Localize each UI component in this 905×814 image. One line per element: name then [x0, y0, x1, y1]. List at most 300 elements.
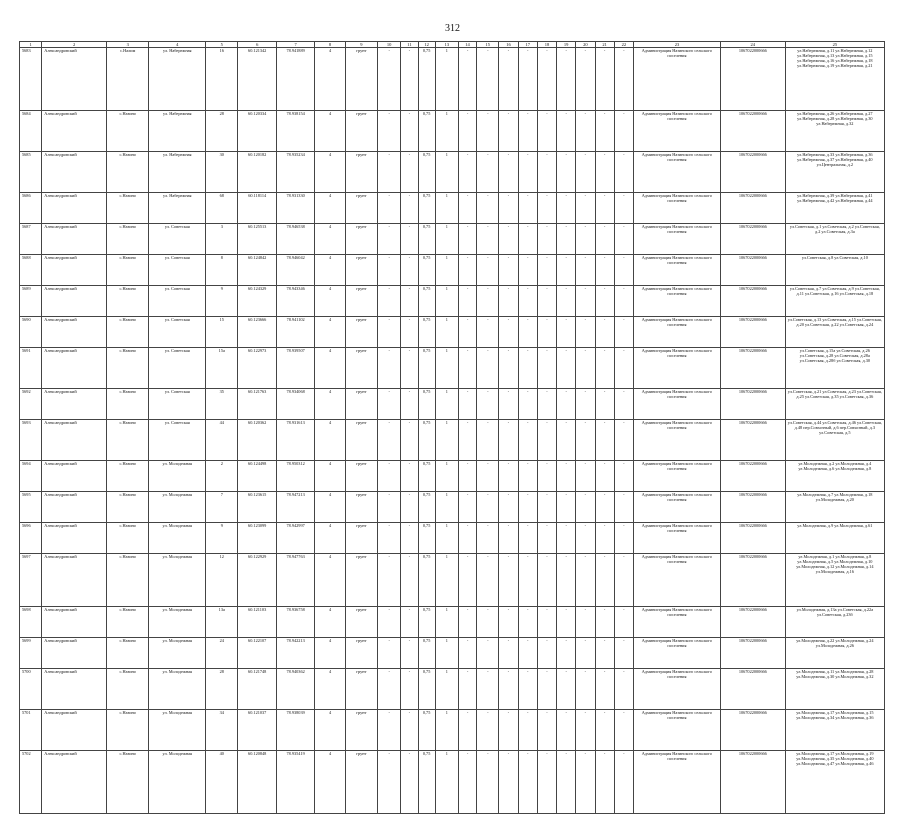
table-cell: - — [614, 461, 633, 492]
column-header: 7 — [276, 42, 314, 48]
table-cell: - — [595, 348, 614, 389]
village-cell: с.Назино — [106, 224, 148, 255]
table-cell: 4 — [315, 286, 345, 317]
table-cell: - — [378, 669, 401, 710]
table-cell: - — [458, 255, 476, 286]
table-cell: - — [595, 638, 614, 669]
owner-cell: Администрация Назинского сельского поселения — [633, 461, 720, 492]
street-cell: ул. Советская — [149, 389, 206, 420]
table-cell: 0,75 — [418, 607, 435, 638]
served-addresses-cell: ул.Набережная, д.26 ул.Набережная, д.27 ул.Набережная, д.28 ул.Набережная, д.30 ул.Набережная, д.32 — [785, 111, 884, 152]
table-cell: - — [458, 193, 476, 224]
table-cell: грунт — [345, 638, 377, 669]
longitude-cell: 78.943346 — [276, 286, 314, 317]
latitude-cell: 60.118114 — [238, 193, 276, 224]
table-cell: - — [557, 607, 576, 638]
table-cell: - — [401, 111, 418, 152]
table-cell: - — [378, 286, 401, 317]
served-addresses-cell: ул.Молодежная, д.13а ул.Советская, д.22а ул.Советская, д.23б — [785, 607, 884, 638]
table-cell: - — [537, 317, 556, 348]
owner-cell: Администрация Назинского сельского поселения — [633, 554, 720, 607]
house-cell: 30 — [206, 152, 238, 193]
table-cell: 0,75 — [418, 317, 435, 348]
table-row — [20, 710, 885, 751]
table-cell: грунт — [345, 420, 377, 461]
village-cell: с.Назино — [106, 286, 148, 317]
table-cell: - — [378, 461, 401, 492]
table-cell: 1 — [435, 461, 458, 492]
latitude-cell: 60.121037 — [238, 710, 276, 751]
column-header: 17 — [518, 42, 537, 48]
column-header: 11 — [401, 42, 418, 48]
latitude-cell: 60.122107 — [238, 638, 276, 669]
owner-cell: Администрация Назинского сельского поселения — [633, 638, 720, 669]
district-cell: Александровский — [42, 523, 107, 554]
table-cell: 0,75 — [418, 669, 435, 710]
table-row — [20, 461, 885, 492]
table-cell: - — [499, 669, 518, 710]
row-number-cell: 5701 — [20, 710, 42, 751]
table-cell: - — [401, 554, 418, 607]
served-addresses-cell: ул.Советская, д.8 ул.Советская, д.10 — [785, 255, 884, 286]
table-cell: - — [458, 348, 476, 389]
inn-cell: 1067022000666 — [720, 389, 785, 420]
table-cell: - — [477, 48, 499, 111]
district-cell: Александровский — [42, 348, 107, 389]
table-cell: 4 — [315, 554, 345, 607]
column-header: 13 — [435, 42, 458, 48]
street-cell: ул. Молодежная — [149, 461, 206, 492]
table-cell: - — [614, 348, 633, 389]
village-cell: с.Налим — [106, 48, 148, 111]
table-cell: - — [401, 286, 418, 317]
street-cell: ул. Молодежная — [149, 607, 206, 638]
table-cell: - — [557, 348, 576, 389]
table-cell: - — [576, 317, 595, 348]
table-cell: - — [595, 751, 614, 814]
table-cell: - — [499, 492, 518, 523]
table-cell: 1 — [435, 492, 458, 523]
owner-cell: Администрация Назинского сельского поселения — [633, 751, 720, 814]
inn-cell: 1067022000666 — [720, 492, 785, 523]
table-cell: 1 — [435, 152, 458, 193]
latitude-cell: 60.121763 — [238, 389, 276, 420]
latitude-cell: 60.120848 — [238, 751, 276, 814]
row-number-cell: 5702 — [20, 751, 42, 814]
village-cell: с.Назино — [106, 389, 148, 420]
table-cell: - — [576, 607, 595, 638]
table-cell: - — [576, 523, 595, 554]
district-cell: Александровский — [42, 638, 107, 669]
latitude-cell: 60.125513 — [238, 224, 276, 255]
table-cell: - — [477, 286, 499, 317]
table-cell: - — [477, 751, 499, 814]
row-number-cell: 5691 — [20, 348, 42, 389]
row-number-cell: 5685 — [20, 152, 42, 193]
table-cell: - — [477, 420, 499, 461]
table-cell: - — [458, 554, 476, 607]
table-cell: грунт — [345, 111, 377, 152]
table-cell: 4 — [315, 492, 345, 523]
served-addresses-cell: ул.Молодежная, д.17 ул.Молодежная, д.15 ул.Молодежная, д.34 ул.Молодежная, д.36 — [785, 710, 884, 751]
row-number-cell: 5697 — [20, 554, 42, 607]
district-cell: Александровский — [42, 389, 107, 420]
table-cell: - — [595, 152, 614, 193]
house-cell: 28 — [206, 669, 238, 710]
table-cell: - — [614, 420, 633, 461]
village-cell: с.Назино — [106, 669, 148, 710]
column-header: 2 — [42, 42, 107, 48]
table-cell: - — [499, 193, 518, 224]
table-cell: - — [401, 348, 418, 389]
row-number-cell: 5690 — [20, 317, 42, 348]
table-row — [20, 638, 885, 669]
longitude-cell: 78.941102 — [276, 317, 314, 348]
table-cell: - — [458, 751, 476, 814]
district-cell: Александровский — [42, 554, 107, 607]
table-cell: - — [477, 111, 499, 152]
table-cell: - — [518, 751, 537, 814]
longitude-cell: 78.931613 — [276, 420, 314, 461]
longitude-cell: 78.946538 — [276, 224, 314, 255]
house-cell: 2 — [206, 461, 238, 492]
table-cell: - — [401, 193, 418, 224]
street-cell: ул. Молодежная — [149, 710, 206, 751]
table-cell: 4 — [315, 224, 345, 255]
table-cell: - — [557, 492, 576, 523]
served-addresses-cell: ул.Молодежная, д.22 ул.Молодежная, д.24 ул.Молодежная, д.26 — [785, 638, 884, 669]
table-row — [20, 255, 885, 286]
table-cell: - — [477, 607, 499, 638]
table-cell: - — [518, 492, 537, 523]
table-cell: - — [614, 317, 633, 348]
owner-cell: Администрация Назинского сельского поселения — [633, 492, 720, 523]
inn-cell: 1067022000666 — [720, 638, 785, 669]
latitude-cell: 60.124498 — [238, 461, 276, 492]
village-cell: с.Назино — [106, 348, 148, 389]
column-header: 18 — [537, 42, 556, 48]
table-cell: - — [378, 751, 401, 814]
inn-cell: 1067022000666 — [720, 607, 785, 638]
district-cell: Александровский — [42, 492, 107, 523]
table-cell: - — [537, 348, 556, 389]
table-cell: - — [557, 638, 576, 669]
column-header: 10 — [378, 42, 401, 48]
table-cell: - — [458, 461, 476, 492]
table-cell: - — [614, 389, 633, 420]
table-cell: - — [576, 348, 595, 389]
table-cell: - — [576, 152, 595, 193]
table-cell: - — [499, 389, 518, 420]
column-header: 25 — [785, 42, 884, 48]
table-cell: - — [401, 420, 418, 461]
longitude-cell: 78.939507 — [276, 348, 314, 389]
house-cell: 3 — [206, 224, 238, 255]
table-cell: 4 — [315, 420, 345, 461]
table-cell: - — [378, 48, 401, 111]
column-header: 4 — [149, 42, 206, 48]
table-cell: 0,75 — [418, 111, 435, 152]
owner-cell: Администрация Назинского сельского поселения — [633, 523, 720, 554]
row-number-cell: 5699 — [20, 638, 42, 669]
table-cell: грунт — [345, 492, 377, 523]
table-cell: грунт — [345, 710, 377, 751]
table-row — [20, 492, 885, 523]
table-cell: - — [401, 152, 418, 193]
table-cell: 1 — [435, 317, 458, 348]
village-cell: с.Назино — [106, 751, 148, 814]
table-row — [20, 193, 885, 224]
village-cell: с.Назино — [106, 607, 148, 638]
table-cell: - — [537, 523, 556, 554]
table-cell: грунт — [345, 193, 377, 224]
district-cell: Александровский — [42, 317, 107, 348]
table-cell: - — [614, 607, 633, 638]
house-cell: 15а — [206, 348, 238, 389]
table-cell: - — [477, 348, 499, 389]
table-row — [20, 523, 885, 554]
house-cell: 13а — [206, 607, 238, 638]
table-cell: - — [378, 348, 401, 389]
table-cell: - — [401, 317, 418, 348]
inn-cell: 1067022000666 — [720, 224, 785, 255]
table-cell: 4 — [315, 152, 345, 193]
table-cell: грунт — [345, 48, 377, 111]
table-cell: - — [557, 669, 576, 710]
table-cell: - — [614, 111, 633, 152]
row-number-cell: 5695 — [20, 492, 42, 523]
inn-cell: 1067022000666 — [720, 523, 785, 554]
district-cell: Александровский — [42, 193, 107, 224]
table-cell: - — [537, 255, 556, 286]
table-cell: - — [557, 420, 576, 461]
table-cell: 4 — [315, 461, 345, 492]
registry-table — [19, 41, 885, 814]
latitude-cell: 60.120182 — [238, 152, 276, 193]
table-cell: - — [537, 152, 556, 193]
table-cell: - — [595, 286, 614, 317]
table-cell: - — [595, 420, 614, 461]
street-cell: ул. Набережная — [149, 48, 206, 111]
table-cell: - — [557, 710, 576, 751]
table-cell: 0,75 — [418, 348, 435, 389]
table-cell: - — [595, 669, 614, 710]
longitude-cell: 78.935419 — [276, 751, 314, 814]
table-cell: - — [557, 389, 576, 420]
table-cell: - — [499, 638, 518, 669]
village-cell: с.Назино — [106, 420, 148, 461]
table-cell: 1 — [435, 710, 458, 751]
table-cell: грунт — [345, 348, 377, 389]
table-cell: - — [499, 461, 518, 492]
table-cell: - — [477, 523, 499, 554]
table-cell: - — [401, 523, 418, 554]
street-cell: ул. Молодежная — [149, 751, 206, 814]
longitude-cell: 78.941889 — [276, 48, 314, 111]
table-cell: 0,75 — [418, 48, 435, 111]
table-cell: - — [537, 554, 556, 607]
longitude-cell: 78.931330 — [276, 193, 314, 224]
table-cell: - — [499, 255, 518, 286]
table-cell: - — [537, 111, 556, 152]
column-header: 6 — [238, 42, 276, 48]
latitude-cell: 60.123615 — [238, 492, 276, 523]
table-cell: - — [537, 751, 556, 814]
table-cell: - — [576, 48, 595, 111]
table-cell: - — [458, 317, 476, 348]
table-cell: 0,75 — [418, 193, 435, 224]
house-cell: 12 — [206, 554, 238, 607]
table-cell: 4 — [315, 348, 345, 389]
house-cell: 28 — [206, 111, 238, 152]
table-cell: - — [595, 317, 614, 348]
table-cell: - — [499, 554, 518, 607]
table-cell: - — [378, 389, 401, 420]
table-cell: 0,75 — [418, 523, 435, 554]
column-header: 3 — [106, 42, 148, 48]
table-cell: - — [378, 255, 401, 286]
district-cell: Александровский — [42, 255, 107, 286]
table-cell: - — [401, 48, 418, 111]
table-cell: 0,75 — [418, 224, 435, 255]
served-addresses-cell: ул.Советская, д.44 ул.Советская, д.46 ул.Советская, д.48 пер.Совхозный, д.6 пер.Совхозный, д.3 ул.Советская, д.5 — [785, 420, 884, 461]
table-cell: - — [477, 152, 499, 193]
owner-cell: Администрация Назинского сельского поселения — [633, 317, 720, 348]
table-cell: - — [458, 710, 476, 751]
served-addresses-cell: ул.Советская, д.7 ул.Советская, д.9 ул.Советская, д.11 ул.Советская, д.16 ул.Советская, д.18 — [785, 286, 884, 317]
table-cell: - — [378, 224, 401, 255]
table-row — [20, 669, 885, 710]
table-cell: грунт — [345, 152, 377, 193]
table-cell: - — [576, 710, 595, 751]
table-cell: - — [557, 523, 576, 554]
table-row — [20, 751, 885, 814]
column-header: 20 — [576, 42, 595, 48]
street-cell: ул. Советская — [149, 317, 206, 348]
table-cell: - — [595, 554, 614, 607]
table-cell: - — [576, 193, 595, 224]
village-cell: с.Назино — [106, 461, 148, 492]
table-cell: - — [401, 607, 418, 638]
table-cell: - — [595, 48, 614, 111]
longitude-cell: 78.940362 — [276, 669, 314, 710]
table-cell: - — [576, 286, 595, 317]
table-cell: - — [537, 389, 556, 420]
table-cell: - — [576, 751, 595, 814]
inn-cell: 1067022000666 — [720, 193, 785, 224]
table-cell: - — [537, 607, 556, 638]
table-cell: грунт — [345, 224, 377, 255]
village-cell: с.Назино — [106, 492, 148, 523]
table-cell: - — [557, 286, 576, 317]
table-cell: - — [518, 638, 537, 669]
table-cell: - — [378, 523, 401, 554]
table-cell: - — [614, 193, 633, 224]
district-cell: Александровский — [42, 111, 107, 152]
table-cell: - — [614, 48, 633, 111]
table-cell: - — [477, 461, 499, 492]
table-cell: 1 — [435, 607, 458, 638]
house-cell: 15 — [206, 317, 238, 348]
street-cell: ул. Молодежная — [149, 638, 206, 669]
row-number-cell: 5684 — [20, 111, 42, 152]
column-header: 15 — [477, 42, 499, 48]
inn-cell: 1067022000666 — [720, 111, 785, 152]
owner-cell: Администрация Назинского сельского поселения — [633, 286, 720, 317]
table-cell: 4 — [315, 317, 345, 348]
house-cell: 35 — [206, 389, 238, 420]
table-cell: - — [518, 420, 537, 461]
table-cell: - — [518, 152, 537, 193]
latitude-cell: 60.120334 — [238, 111, 276, 152]
table-row — [20, 48, 885, 111]
table-cell: - — [518, 348, 537, 389]
table-cell: 0,75 — [418, 554, 435, 607]
owner-cell: Администрация Назинского сельского поселения — [633, 669, 720, 710]
table-cell: - — [518, 554, 537, 607]
table-cell: грунт — [345, 286, 377, 317]
street-cell: ул. Набережная — [149, 193, 206, 224]
row-number-cell: 5694 — [20, 461, 42, 492]
table-cell: - — [518, 607, 537, 638]
table-cell: - — [576, 461, 595, 492]
table-cell: - — [378, 111, 401, 152]
table-cell: - — [499, 710, 518, 751]
table-cell: - — [401, 461, 418, 492]
village-cell: с.Назино — [106, 152, 148, 193]
table-row — [20, 607, 885, 638]
inn-cell: 1067022000666 — [720, 348, 785, 389]
owner-cell: Администрация Назинского сельского поселения — [633, 152, 720, 193]
street-cell: ул. Молодежная — [149, 669, 206, 710]
table-cell: - — [458, 669, 476, 710]
table-row — [20, 152, 885, 193]
table-cell: - — [557, 255, 576, 286]
latitude-cell: 60.120362 — [238, 420, 276, 461]
table-cell: 0,75 — [418, 286, 435, 317]
table-cell: - — [477, 710, 499, 751]
table-cell: - — [499, 751, 518, 814]
served-addresses-cell: ул.Советская, д.1 ул.Советская, д.2 ул.Советская, д.2 ул.Советская, д.3а — [785, 224, 884, 255]
table-cell: - — [458, 523, 476, 554]
inn-cell: 1067022000666 — [720, 420, 785, 461]
row-number-cell: 5687 — [20, 224, 42, 255]
longitude-cell: 78.936758 — [276, 607, 314, 638]
row-number-cell: 5696 — [20, 523, 42, 554]
table-cell: - — [595, 710, 614, 751]
table-cell: - — [595, 492, 614, 523]
house-cell: 16 — [206, 48, 238, 111]
table-cell: 0,75 — [418, 420, 435, 461]
table-cell: - — [518, 317, 537, 348]
served-addresses-cell: ул.Молодежная, д.1 ул.Молодежная, д.8 ул.Молодежная, д.5 ул.Молодежная, д.10 ул.Молодежная, д.12 ул.Молодежная, д.14 ул.Молодежная, д.16 — [785, 554, 884, 607]
village-cell: с.Назино — [106, 317, 148, 348]
table-cell: - — [614, 224, 633, 255]
served-addresses-cell: ул.Молодежная, д.11 ул.Молодежная, д.28 ул.Молодежная, д.30 ул.Молодежная, д.32 — [785, 669, 884, 710]
street-cell: ул. Набережная — [149, 152, 206, 193]
table-cell: 0,75 — [418, 255, 435, 286]
served-addresses-cell: ул.Молодежная, д.7 ул.Молодежная, д.18 ул.Молодежная, д.20 — [785, 492, 884, 523]
inn-cell: 1067022000666 — [720, 710, 785, 751]
inn-cell: 1067022000666 — [720, 152, 785, 193]
table-cell: - — [614, 638, 633, 669]
table-cell: 0,75 — [418, 461, 435, 492]
column-header: 23 — [633, 42, 720, 48]
street-cell: ул. Набережная — [149, 111, 206, 152]
table-cell: - — [595, 255, 614, 286]
inn-cell: 1067022000666 — [720, 317, 785, 348]
table-cell: 4 — [315, 111, 345, 152]
